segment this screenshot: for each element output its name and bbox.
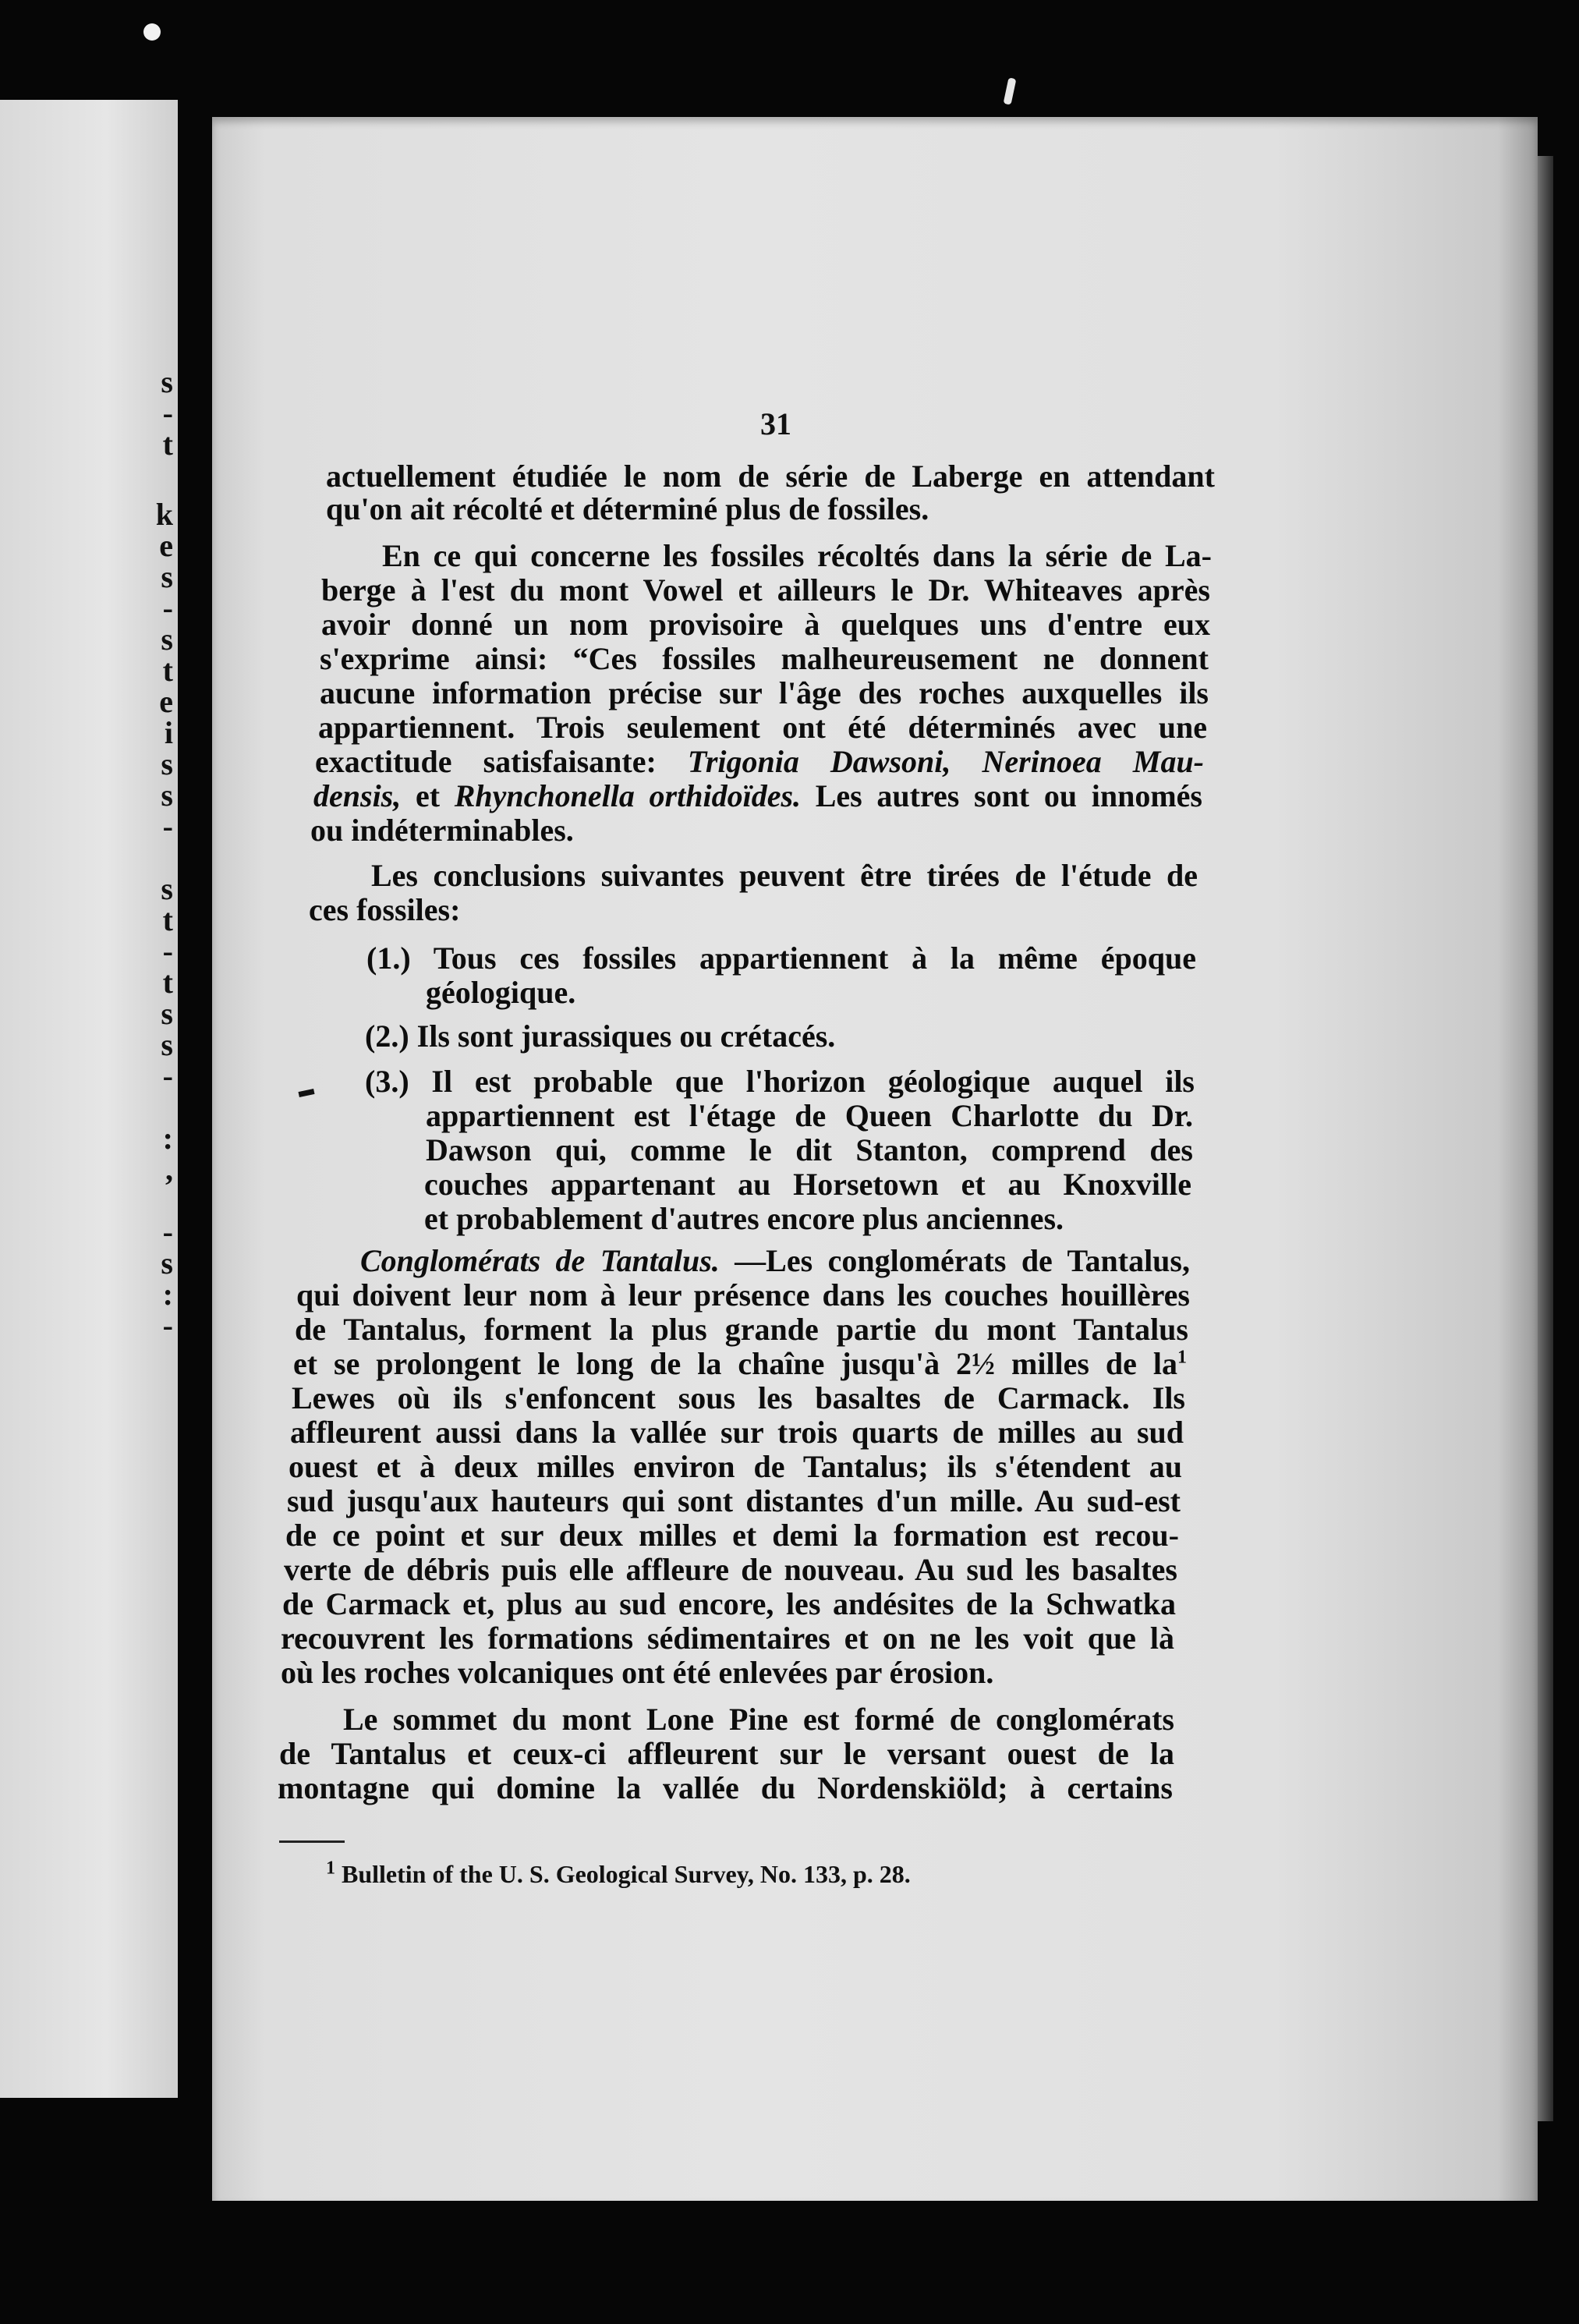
adjacent-page-char: t [162, 653, 173, 688]
text-line [285, 1519, 1179, 1551]
text-line [320, 643, 1209, 675]
adjacent-page-char: - [162, 395, 173, 430]
adjacent-page-strip [0, 100, 178, 2098]
adjacent-page-char: t [162, 965, 173, 1000]
text-segment: —Les conglomérats de Tantalus, [719, 1243, 1190, 1278]
adjacent-page-char: : [162, 1277, 173, 1312]
text-line [426, 1100, 1193, 1132]
adjacent-page-char: i [164, 715, 173, 750]
text-line [326, 491, 929, 526]
adjacent-page-char: - [162, 1058, 173, 1093]
text-line [281, 1656, 1060, 1688]
text-line [321, 574, 1210, 606]
text-line [309, 894, 543, 926]
text-segment: et se prolongent le long de la chaîne jusqu'à 2½ milles de la [293, 1346, 1177, 1381]
text-segment: (2.) Ils sont jurassiques ou crétacés. [365, 1019, 836, 1054]
text-segment: appartiennent. Trois seulement ont été déterminés avec une [318, 710, 1207, 745]
adjacent-page-char: s [161, 746, 173, 781]
text-segment: de Tantalus et ceux-ci affleurent sur le versant ouest de la [279, 1736, 1174, 1771]
text-segment: Dawson qui, comme le dit Stanton, comprend des [426, 1132, 1193, 1167]
text-line [426, 976, 738, 1008]
italic-text: Trigonia Dawsoni, Nerinoea Mau- [656, 744, 1205, 779]
adjacent-page-char: t [162, 902, 173, 937]
text-line [365, 1065, 1195, 1097]
text-line [284, 1553, 1177, 1585]
text-segment: montagne qui domine la vallée du Nordenskiöld; à certains [278, 1770, 1173, 1805]
page-binding-edge [1538, 156, 1553, 2121]
text-segment: couches appartenant au Horsetown et au Knoxville [424, 1167, 1191, 1202]
adjacent-page-char: s [161, 996, 173, 1031]
text-line [295, 1313, 1188, 1345]
text-segment: Les autres sont ou innomés [801, 778, 1202, 813]
text-line [293, 1348, 1187, 1380]
text-line [290, 1416, 1184, 1448]
text-segment: Les conclusions suivantes peuvent être tirées de l'étude de [371, 858, 1198, 893]
adjacent-page-char: s [161, 1027, 173, 1062]
adjacent-page-char: s [161, 1245, 173, 1281]
text-line [279, 1738, 1174, 1770]
text-segment: ou indéterminables. [310, 813, 574, 848]
text-segment: ces fossiles: [309, 892, 461, 927]
text-line [326, 460, 1215, 492]
footnote-text: Bulletin of the U. S. Geological Survey, No. 133, p. 28. [342, 1860, 911, 1888]
text-line [424, 1168, 1191, 1200]
adjacent-page-char: e [159, 684, 173, 719]
adjacent-page-char: s [161, 778, 173, 813]
adjacent-page-char: - [162, 1308, 173, 1343]
adjacent-page-char: - [162, 809, 173, 844]
text-line [287, 1485, 1181, 1517]
footnote-rule [279, 1840, 345, 1843]
adjacent-page-char: , [165, 1152, 173, 1187]
adjacent-page-char: - [162, 933, 173, 969]
text-segment: où les roches volcaniques ont été enlevées par érosion. [281, 1655, 994, 1690]
text-line [315, 746, 1204, 778]
text-segment: de ce point et sur deux milles et demi la formation est recou- [285, 1518, 1179, 1553]
text-line [366, 942, 1196, 974]
text-segment: (1.) Tous ces fossiles appartiennent à la même époque [366, 941, 1196, 976]
adjacent-page-char: - [162, 590, 173, 625]
text-line [318, 711, 1207, 743]
text-line [313, 780, 1202, 812]
text-segment: avoir donné un nom provisoire à quelques uns d'entre eux [321, 607, 1210, 642]
text-line [292, 1382, 1185, 1414]
text-line [382, 540, 1212, 572]
text-line [296, 1279, 1190, 1311]
text-line [343, 1703, 1174, 1735]
text-segment: ouest et à deux milles environ de Tantalus; ils s'étendent au [289, 1449, 1182, 1484]
footnote-reference: 1 [1177, 1347, 1187, 1368]
footnote-marker: 1 [326, 1858, 335, 1879]
text-line [310, 814, 700, 846]
text-segment: berge à l'est du mont Vowel et ailleurs le Dr. Whiteaves après [321, 572, 1210, 608]
text-line [371, 859, 1198, 891]
text-segment: (3.) Il est probable que l'horizon géologique auquel ils [365, 1064, 1195, 1099]
text-segment: et probablement d'autres encore plus anciennes. [424, 1201, 1064, 1236]
italic-text: Conglomérats de Tantalus. [360, 1243, 720, 1278]
adjacent-page-char: s [161, 364, 173, 399]
text-segment: En ce qui concerne les fossiles récoltés dans la série de La- [382, 538, 1212, 573]
text-segment: exactitude satisfaisante: [315, 744, 657, 779]
italic-text: densis, [313, 778, 402, 813]
adjacent-page-char: e [159, 528, 173, 563]
text-line [320, 677, 1209, 709]
text-segment: de Carmack et, plus au sud encore, les andésites de la Schwatka [282, 1586, 1176, 1621]
text-segment: géologique. [426, 975, 576, 1010]
text-line [360, 1245, 1190, 1277]
footnote [326, 1860, 911, 1889]
text-segment: recouvrent les formations sédimentaires et on ne les voit que là [281, 1621, 1174, 1656]
text-segment: affleurent aussi dans la vallée sur trois quarts de milles au sud [290, 1415, 1184, 1450]
text-line [278, 1772, 1173, 1804]
text-segment: Le sommet du mont Lone Pine est formé de conglomérats [343, 1702, 1174, 1737]
text-line [281, 1622, 1174, 1654]
text-line [365, 1020, 911, 1052]
adjacent-page-char: s [161, 871, 173, 906]
text-segment: aucune information précise sur l'âge des roches auxquelles ils [320, 675, 1209, 710]
text-line [426, 1134, 1193, 1166]
text-segment: Lewes où ils s'enfoncent sous les basaltes de Carmack. Ils [292, 1380, 1185, 1415]
text-segment: de Tantalus, forment la plus grande partie du mont Tantalus [295, 1312, 1188, 1347]
adjacent-page-char: - [162, 1214, 173, 1249]
text-segment: actuellement étudiée le nom de série de Laberge en attendant [326, 459, 1215, 494]
text-segment: et [401, 778, 441, 813]
adjacent-page-char: s [161, 622, 173, 657]
text-segment: s'exprime ainsi: “Ces fossiles malheureusement ne donnent [320, 641, 1209, 676]
text-segment: verte de débris puis elle affleure de nouveau. Au sud les basaltes [284, 1552, 1177, 1587]
text-segment: qui doivent leur nom à leur présence dans les couches houillères [296, 1277, 1190, 1313]
adjacent-page-char: k [155, 497, 173, 532]
text-segment: sud jusqu'aux hauteurs qui sont distantes d'un mille. Au sud-est [287, 1483, 1181, 1518]
adjacent-page-char: : [162, 1121, 173, 1156]
text-line [321, 608, 1210, 640]
scan-dust-dot [143, 23, 161, 41]
italic-text: Rhynchonella orthidoïdes. [440, 778, 802, 813]
text-line [282, 1588, 1176, 1620]
text-segment: appartiennent est l'étage de Queen Charlotte du Dr. [426, 1098, 1193, 1133]
adjacent-page-char: s [161, 559, 173, 594]
page-number: 31 [760, 406, 791, 441]
text-line [424, 1203, 1126, 1235]
text-segment: qu'on ait récolté et déterminé plus de fossiles. [326, 491, 929, 526]
text-line [289, 1451, 1182, 1483]
adjacent-page-char: t [162, 427, 173, 462]
